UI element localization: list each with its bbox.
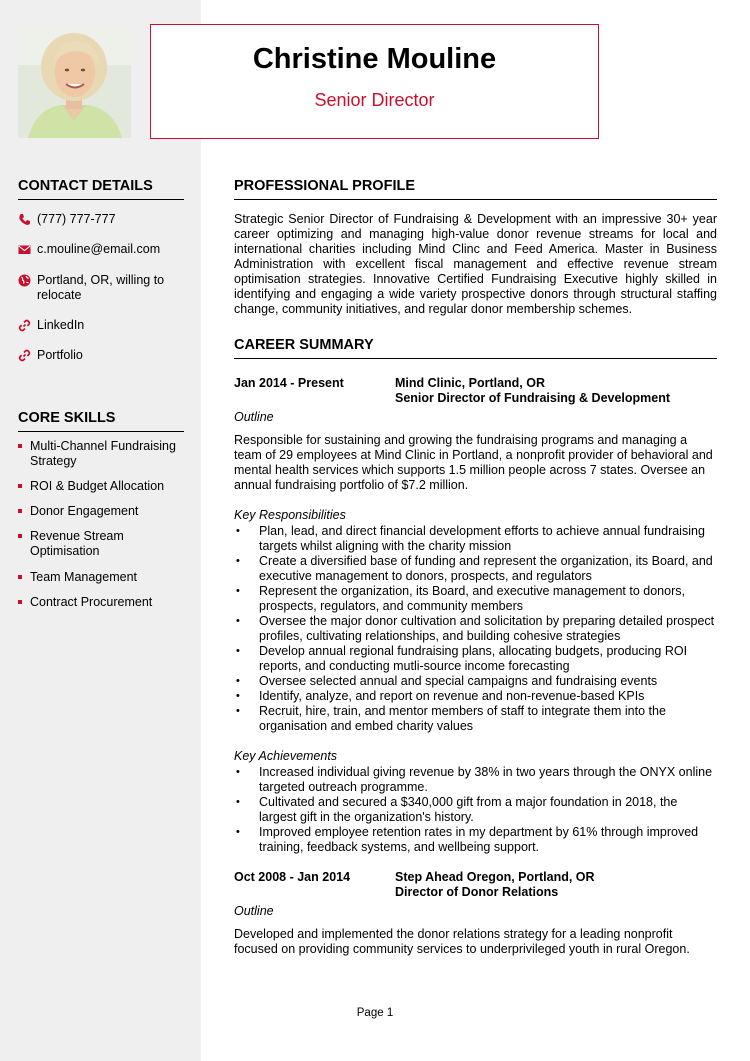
contact-location-text: Portland, OR, willing to relocate — [37, 273, 165, 302]
career-section — [234, 336, 717, 957]
contact-portfolio-text: Portfolio — [37, 348, 83, 362]
contact-heading: CONTACT DETAILS — [18, 177, 184, 200]
bullet-square-icon — [18, 484, 22, 488]
envelope-icon — [18, 243, 31, 256]
page-number: Page 1 — [356, 1007, 394, 1019]
contact-email-text: c.mouline@email.com — [37, 242, 161, 256]
profile-photo — [18, 25, 131, 138]
job-outline: Responsible for sustaining and growing the fundraising programs and managing a team of 29 employees at Mind Clinic in Portland, a nonprofit provider of behavioral and mental health services which supports 1.5 million people across 7 states. Oversee an annual fundraising portfolio of $7.2 million. — [234, 433, 713, 492]
achievements-label: Key Achievements — [234, 749, 338, 763]
job-dates: Oct 2008 - Jan 2014 — [234, 870, 351, 884]
job-employer: Mind Clinic, Portland, OR — [395, 376, 545, 390]
link-icon — [18, 349, 31, 362]
job-employer: Step Ahead Oregon, Portland, OR — [395, 870, 595, 884]
job-outline: Developed and implemented the donor relations strategy for a leading nonprofit focused on providing community services to underprivileged youth in rural Oregon. — [234, 927, 690, 956]
contact-section — [18, 177, 184, 200]
list-item: • Improved employee retention rates in my department by 61% through improved training, feedback systems, and wellbeing support. — [234, 825, 717, 855]
list-item: • Cultivated and secured a $340,000 gift from a major foundation in 2018, the largest gift in the organization's history. — [234, 795, 717, 825]
candidate-name: Christine Mouline — [252, 43, 497, 75]
list-item: • Identify, analyze, and report on revenue and non-revenue-based KPIs — [234, 689, 717, 704]
list-item: • Recruit, hire, train, and mentor members of staff to integrate them into the organisation and embed charity values — [234, 704, 717, 734]
list-item: • Represent the organization, its Board, and executive management to donors, prospects, regulators, and community members — [234, 584, 717, 614]
contact-linkedin-text: LinkedIn — [37, 318, 85, 332]
globe-icon — [18, 274, 31, 287]
bullet-square-icon — [18, 509, 22, 513]
link-icon — [18, 319, 31, 332]
bullet-square-icon — [18, 600, 22, 604]
skills-list: Multi-Channel Fundraising Strategy ROI & Budget Allocation Donor Engagement Revenue Stream Optimisation Team Management Contract Procurement — [18, 439, 184, 619]
job-dates: Jan 2014 - Present — [234, 376, 344, 390]
outline-label: Outline — [234, 904, 274, 918]
outline-label: Outline — [234, 410, 274, 424]
job-role: Director of Donor Relations — [395, 885, 559, 899]
list-item: • Create a diversified base of funding and represent the organization, its Board, and executive management to donors, prospects, and regulators — [234, 554, 717, 584]
skills-section — [18, 409, 184, 432]
profile-text: Strategic Senior Director of Fundraising & Development with an impressive 30+ year career optimizing and managing high-value donor revenue streams for local and international charities including Mind Clinc and Feed America. Master in Business Administration with excellent fiscal management and effective revenue stream optimisation strategies. Innovative Certified Fundraising Executive highly skilled in identifying and engaging a wide variety prospective donors through structural staffing change, community initiatives, and regular donor membership schemes. — [234, 212, 717, 316]
name-header-box — [150, 24, 599, 139]
job-role: Senior Director of Fundraising & Development — [395, 391, 671, 405]
candidate-title: Senior Director — [314, 90, 435, 110]
bullet-square-icon — [18, 444, 22, 448]
career-heading: CAREER SUMMARY — [234, 336, 717, 359]
responsibilities-label: Key Responsibilities — [234, 508, 346, 522]
list-item: • Develop annual regional fundraising plans, allocating budgets, producing ROI reports, and conducting mutli-source income forecasting — [234, 644, 717, 674]
contact-phone-text: (777) 777-777 — [37, 212, 116, 226]
contact-list — [18, 212, 184, 372]
list-item: • Oversee selected annual and special campaigns and fundraising events — [234, 674, 717, 689]
list-item: • Plan, lead, and direct financial development efforts to achieve annual fundraising targets whilst aligning with the charity mission — [234, 524, 717, 554]
job-header — [234, 870, 717, 900]
list-item: • Oversee the major donor cultivation and solicitation by preparing detailed prospect profiles, cultivating relationships, and building cohesive strategies — [234, 614, 717, 644]
job-header — [234, 376, 717, 406]
list-item: • Increased individual giving revenue by 38% in two years through the ONYX online targeted outreach programme. — [234, 765, 717, 795]
skills-heading: CORE SKILLS — [18, 409, 184, 432]
profile-section — [234, 177, 717, 317]
responsibilities-list — [234, 524, 717, 734]
profile-heading: PROFESSIONAL PROFILE — [234, 177, 717, 200]
achievements-list — [234, 765, 717, 855]
bullet-square-icon — [18, 534, 22, 538]
phone-icon — [18, 213, 31, 226]
bullet-square-icon — [18, 575, 22, 579]
